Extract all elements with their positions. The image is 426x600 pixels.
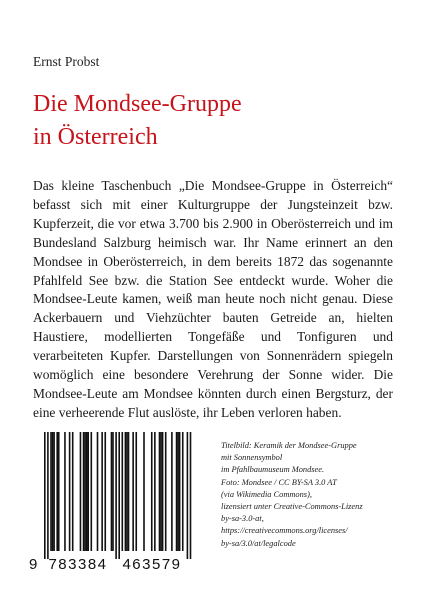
caption-line: lizensiert unter Creative-Commons-Lizenz <box>221 502 363 512</box>
barcode-bar <box>47 432 49 559</box>
image-credit-caption <box>221 440 401 550</box>
barcode-bar <box>171 432 173 551</box>
caption-line: https://creativecommons.org/licenses/ <box>221 526 348 536</box>
barcode-bar <box>64 432 66 551</box>
isbn-barcode <box>28 432 198 578</box>
barcode-bar <box>83 432 85 551</box>
barcode-bar <box>160 432 162 551</box>
barcode-bar <box>125 432 127 551</box>
barcode-bar <box>132 432 134 551</box>
caption-line: Foto: Mondsee / CC BY-SA 3.0 AT <box>221 477 337 487</box>
barcode-bar <box>101 432 103 551</box>
caption-line: by-sa/3.0/at/legalcode <box>221 538 296 548</box>
barcode-bar <box>69 432 71 551</box>
barcode-bars <box>44 432 191 559</box>
caption-line: im Pfahlbaumuseum Mondsee. <box>221 465 325 475</box>
barcode-bar <box>111 432 113 551</box>
barcode-bar <box>52 432 54 551</box>
barcode-bar <box>177 432 179 551</box>
barcode-bar <box>84 432 86 551</box>
author-name: Ernst Probst <box>33 54 100 69</box>
barcode-bar <box>179 432 181 551</box>
barcode-bar <box>128 432 130 551</box>
barcode-bar <box>135 432 137 551</box>
barcode-left-digits: 783384 <box>48 556 108 573</box>
caption-line: mit Sonnensymbol <box>221 453 283 463</box>
caption-line: by-sa-3.0-at, <box>221 514 264 524</box>
barcode-bar <box>97 432 99 551</box>
caption-line: (via Wikimedia Commons), <box>221 489 312 499</box>
book-title <box>33 88 393 154</box>
barcode-bar <box>72 432 74 551</box>
blurb-text: Das kleine Taschenbuch „Die Mondsee-Gruppe in Österreich“ befasst sich mit einer Kulturgruppe der Jungsteinzeit bzw. Kupferzeit, die vor etwa 3.700 bis 2.900 in Oberösterreich und im Bundesland Salzburg heimisch war. Ihr Name erinnert an den Mondsee in Oberösterreich, in dem bereits 1872 das sogenannte Pfahlfeld See bzw. die Station See entdeckt wurde. Woher die Mondsee-Leute kamen, weiß man heute noch nicht genau. Diese Ackerbauern und Viehzüchter bauten Getreide an, hielten Haustiere, modellierten Tongefäße und Tonfiguren und verarbeiteten Kupfer. Darstellungen von Sonnenrädern spiegeln womöglich eine besondere Verehrung der Sonne wider. Die Mondsee-Leute am Mondsee könnten durch einen Bergsturz, der eine verheerende Flut auslöste, ihr Leben verloren haben. <box>33 178 393 420</box>
barcode-bar <box>104 432 106 551</box>
barcode-bar <box>159 432 161 551</box>
barcode-bar <box>87 432 89 551</box>
barcode-first-digit: 9 <box>29 556 38 573</box>
barcode-bar <box>118 432 120 559</box>
barcode-bar <box>86 432 88 551</box>
book-title-line-1: Die Mondsee-Gruppe <box>33 91 242 117</box>
barcode-bar <box>91 432 93 551</box>
barcode-bar <box>162 432 164 551</box>
barcode-bar <box>56 432 58 551</box>
book-title-line-2: in Österreich <box>33 124 158 150</box>
barcode-right-digits: 463579 <box>122 556 182 573</box>
barcode-bar <box>143 432 145 551</box>
barcode-bar <box>182 432 184 551</box>
caption-line: Titelbild: Keramik der Mondsee-Gruppe <box>221 441 357 450</box>
barcode-graphic <box>28 432 198 578</box>
barcode-bar <box>190 432 192 559</box>
barcode-bar <box>187 432 189 559</box>
barcode-bar <box>122 432 124 551</box>
barcode-bar <box>80 432 82 551</box>
barcode-bar <box>115 432 117 559</box>
barcode-bar <box>50 432 52 551</box>
barcode-bar <box>165 432 167 551</box>
barcode-bar <box>126 432 128 551</box>
barcode-bar <box>53 432 55 551</box>
barcode-bar <box>176 432 178 551</box>
barcode-bar <box>151 432 153 551</box>
barcode-bar <box>58 432 60 551</box>
barcode-bar <box>154 432 156 551</box>
barcode-bar <box>44 432 46 559</box>
barcode-bar <box>112 432 114 551</box>
